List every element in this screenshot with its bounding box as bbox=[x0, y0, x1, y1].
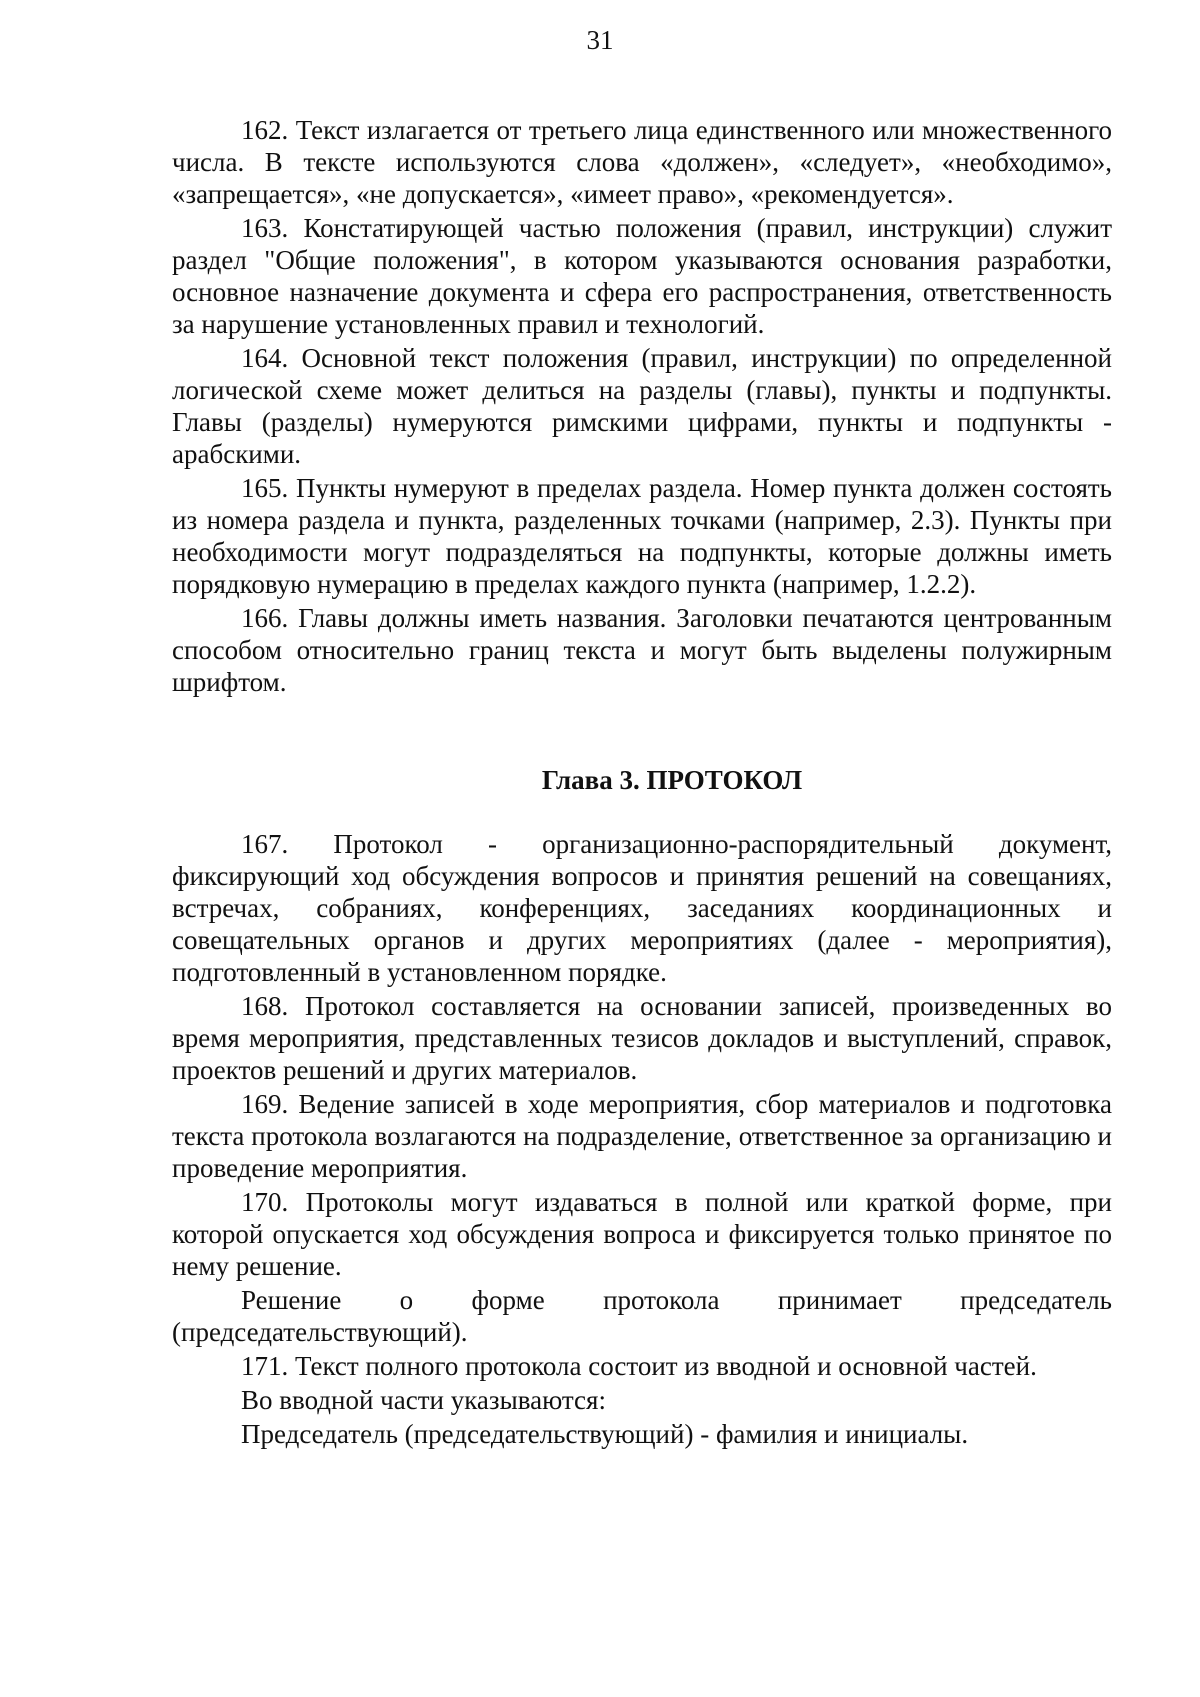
paragraph-163: 163. Констатирующей частью положения (правил, инструкции) служит раздел "Общие положения", в котором указываются основания разработки, основное назначение документа и сфера его распространения, ответственность за нарушение установленных правил и технологий. bbox=[172, 213, 1112, 339]
paragraph-169: 169. Ведение записей в ходе мероприятия, сбор материалов и подготовка текста протокола возлагаются на подразделение, ответственное за организацию и проведение мероприятия. bbox=[172, 1089, 1112, 1183]
chairman-line: Председатель (председательствующий) - фамилия и инициалы. bbox=[241, 1419, 969, 1449]
intro-part-label: Во вводной части указываются: bbox=[241, 1385, 606, 1415]
paragraph-167: 167. Протокол - организационно-распорядительный документ, фиксирующий ход обсуждения вопросов и принятия решений на совещаниях, встречах, собраниях, конференциях, заседаниях координационных и совещательных органов и других мероприятиях (далее - мероприятия), подготовленный в установленном порядке. bbox=[172, 829, 1112, 987]
paragraph-168: 168. Протокол составляется на основании записей, произведенных во время мероприятия, представленных тезисов докладов и выступлений, справок, проектов решений и других материалов. bbox=[172, 991, 1112, 1085]
paragraph-166: 166. Главы должны иметь названия. Заголовки печатаются центрованным способом относительно границ текста и могут быть выделены полужирным шрифтом. bbox=[172, 603, 1112, 697]
paragraph-170: 170. Протоколы могут издаваться в полной или краткой форме, при которой опускается ход обсуждения вопроса и фиксируется только принятое по нему решение. bbox=[172, 1187, 1112, 1281]
document-body bbox=[172, 114, 1112, 1452]
paragraph-171: 171. Текст полного протокола состоит из вводной и основной частей. bbox=[241, 1351, 1037, 1381]
paragraph-165: 165. Пункты нумеруют в пределах раздела. Номер пункта должен состоять из номера раздела и пункта, разделенных точками (например, 2.3). Пункты при необходимости могут подразделяться на подпункты, которые должны иметь порядковую нумерацию в пределах каждого пункта (например, 1.2.2). bbox=[172, 473, 1112, 599]
paragraph-decision-form: Решение о форме протокола принимает председатель (председательствующий). bbox=[172, 1285, 1112, 1347]
chapter-heading: Глава 3. ПРОТОКОЛ bbox=[541, 765, 803, 795]
paragraph-162: 162. Текст излагается от третьего лица единственного или множественного числа. В тексте используются слова «должен», «следует», «необходимо», «запрещается», «не допускается», «имеет право», «рекомендуется». bbox=[172, 115, 1112, 209]
page-number: 31 bbox=[586, 25, 614, 55]
paragraph-164: 164. Основной текст положения (правил, инструкции) по определенной логической схеме может делиться на разделы (главы), пункты и подпункты. Главы (разделы) нумеруются римскими цифрами, пункты и подпункты - арабскими. bbox=[172, 343, 1112, 469]
